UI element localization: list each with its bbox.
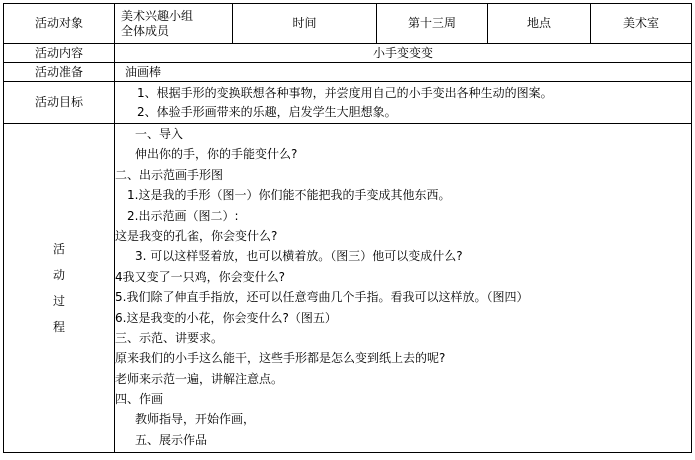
process-label-char: 程	[52, 320, 65, 334]
process-label-char: 动	[52, 268, 65, 282]
process-content	[115, 124, 692, 453]
object-value	[115, 4, 233, 44]
process-line: 2.出示范画（图二）:	[127, 208, 239, 223]
process-line: 三、示范、讲要求。	[115, 330, 224, 345]
goals-label: 活动目标	[4, 82, 115, 124]
object-value-line2: 全体成员	[121, 23, 170, 38]
object-value-line1: 美术兴趣小组	[121, 8, 194, 23]
process-line: 教师指导，开始作画，	[135, 412, 256, 427]
process-row	[4, 124, 692, 453]
process-line: 3. 可以这样竖着放，也可以横着放。（图三）他可以变成什么?	[135, 249, 463, 264]
header-row	[4, 4, 692, 44]
time-label: 时间	[233, 4, 377, 44]
content-row	[4, 44, 692, 63]
process-line: 原来我们的小手这么能干，这些手形都是怎么变到纸上去的呢?	[115, 351, 446, 366]
process-line: 伸出你的手，你的手能变什么?	[135, 147, 298, 162]
process-label-char: 过	[52, 294, 65, 308]
place-value: 美术室	[591, 4, 692, 44]
process-line: 1.这是我的手形（图一）你们能不能把我的手变成其他东西。	[127, 188, 451, 203]
preparation-label: 活动准备	[4, 63, 115, 82]
process-line: 老师来示范一遍，讲解注意点。	[115, 371, 284, 386]
preparation-row	[4, 63, 692, 82]
process-label	[4, 124, 115, 453]
activity-plan-table	[3, 3, 692, 453]
process-line: 二、出示范画手形图	[115, 167, 224, 182]
process-line: 4我又变了一只鸡，你会变什么?	[115, 269, 286, 284]
process-line: 一、导入	[135, 127, 184, 141]
goal-item: 1、根据手形的变换联想各种事物，并尝度用自己的小手变出各种生动的图案。	[137, 85, 553, 100]
content-label: 活动内容	[4, 44, 115, 63]
preparation-value: 油画棒	[115, 63, 692, 82]
process-line: 四、作画	[115, 392, 164, 407]
time-value: 第十三周	[377, 4, 488, 44]
process-line: 这是我变的孔雀，你会变什么?	[115, 228, 278, 243]
goals-row	[4, 82, 692, 124]
process-line: 五、展示作品	[135, 432, 208, 447]
content-value: 小手变变变	[115, 44, 692, 63]
goal-item: 2、体验手形画带来的乐趣，启发学生大胆想象。	[137, 104, 397, 119]
process-line: 5.我们除了伸直手指放，还可以任意弯曲几个手指。看我可以这样放。（图四）	[115, 290, 529, 305]
goals-value	[115, 82, 692, 124]
process-line: 6.这是我变的小花，你会变什么?（图五）	[115, 310, 337, 325]
process-label-char: 活	[52, 242, 65, 256]
place-label: 地点	[488, 4, 591, 44]
object-label: 活动对象	[4, 4, 115, 44]
